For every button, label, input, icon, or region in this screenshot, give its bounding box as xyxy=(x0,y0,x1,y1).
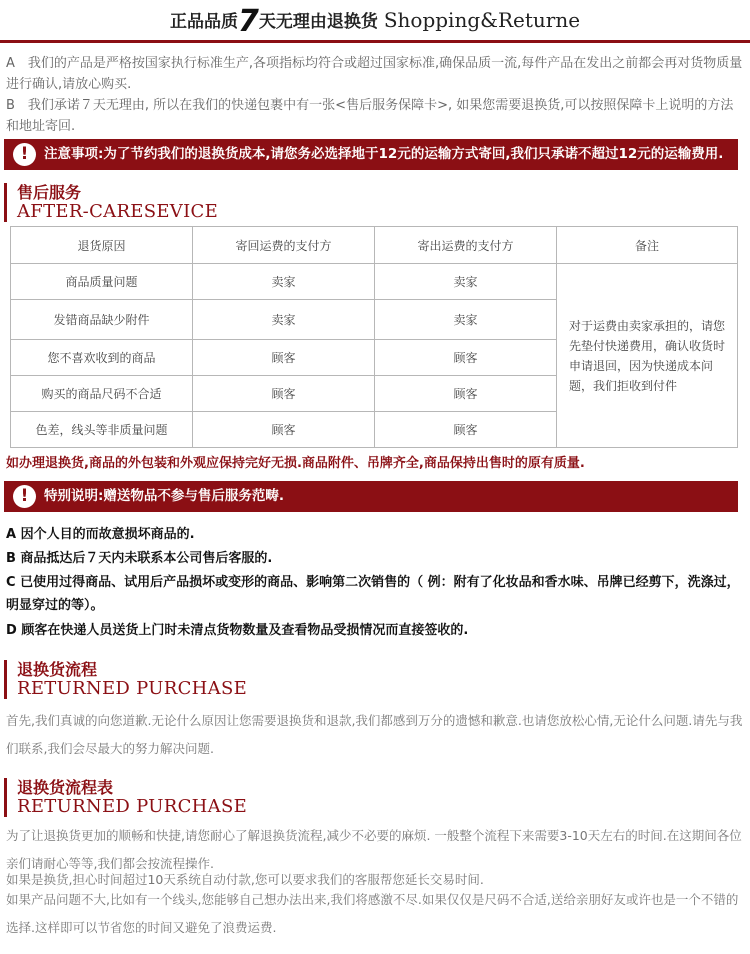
returned-title-cn-2: 退换货流程表 xyxy=(17,778,114,797)
returned-text-1: 首先,我们真诚的向您道歉.无论什么原因让您需要退换货和退款,我们都感到万分的遗憾和歉意.也请您放松心情,无论什么问题.请先与我们联系,我们会尽最大的努力解决问题. xyxy=(6,713,743,756)
notice-text: 注意事项:为了节约我们的退换货成本,请您务必选择地于12元的运输方式寄回,我们只承诺不超过12元的运输费用. xyxy=(44,146,724,162)
condition-text: 如办理退换货,商品的外包装和外观应保持完好无损.商品附件、吊牌齐全,商品保持出售时的原有质量. xyxy=(6,456,585,471)
intro-b: B 我们承诺７天无理由, 所以在我们的快递包裹中有一张<售后服务保障卡>, 如果您需要退换货,可以按照保障卡上说明的方法和地址寄回. xyxy=(6,98,734,134)
table-header-cell: 备注 xyxy=(557,227,738,264)
table-cell-send-fee: 顾客 xyxy=(375,412,557,448)
header-title-en: Shopping&Returne xyxy=(383,8,581,32)
header-seven: 7 xyxy=(237,4,259,39)
table-cell-send-fee: 卖家 xyxy=(375,300,557,340)
returned-text-2b: 如果是换货,担心时间超过10天系统自动付款,您可以要求我们的客服帮您延长交易时间. xyxy=(6,872,484,887)
table-cell-send-fee: 卖家 xyxy=(375,264,557,300)
exclusion-a: A 因个人目的而故意损坏商品的. xyxy=(6,527,195,542)
returned-title-en-2: RETURNED PURCHASE xyxy=(17,796,248,817)
table-note: 对于运费由卖家承担的，请您先垫付快递费用，确认收货时申请退回，因为快递成本问题，我们拒收到付件 xyxy=(557,264,738,448)
header-title xyxy=(0,4,750,39)
special-text: 特别说明:赠送物品不参与售后服务范畴. xyxy=(44,488,285,504)
table-cell-reason: 您不喜欢收到的商品 xyxy=(11,340,193,376)
exclamation-icon: ! xyxy=(13,143,36,166)
returned-text-2c: 如果产品问题不大,比如有一个线头,您能够自己想办法出来,我们将感激不尽.如果仅仅是尺码不合适,送给亲朋好友或许也是一个不错的选择.这样即可以节省您的时间又避免了浪费运费. xyxy=(6,892,739,935)
table-header-cell: 寄出运费的支付方 xyxy=(375,227,557,264)
table-cell-send-fee: 顾客 xyxy=(375,340,557,376)
table-cell-reason: 购买的商品尺码不合适 xyxy=(11,376,193,412)
intro-a: A 我们的产品是严格按国家执行标准生产,各项指标均符合或超过国家标准,确保品质一流,每件产品在发出之前都会再对货物质量进行确认,请放心购买. xyxy=(6,56,743,92)
returned-heading-2 xyxy=(4,778,247,817)
after-care-title-en: AFTER-CARESEVICE xyxy=(17,201,219,222)
table-cell-return-fee: 卖家 xyxy=(193,300,375,340)
table-cell-return-fee: 顾客 xyxy=(193,376,375,412)
table-cell-reason: 商品质量问题 xyxy=(11,264,193,300)
header-title-cn-1: 正品品质 xyxy=(169,12,238,32)
returned-text-2a: 为了让退换货更加的顺畅和快捷,请您耐心了解退换货流程,减少不必要的麻烦. 一般整个流程下来需要3-10天左右的时间.在这期间各位亲们请耐心等等,我们都会按流程操作. xyxy=(6,828,742,871)
returned-title-cn-1: 退换货流程 xyxy=(17,660,98,679)
table-cell-return-fee: 顾客 xyxy=(193,412,375,448)
exclamation-icon: ! xyxy=(13,485,36,508)
table-cell-return-fee: 顾客 xyxy=(193,340,375,376)
table-header-cell: 退货原因 xyxy=(11,227,193,264)
notice-bar xyxy=(4,139,738,170)
table-cell-return-fee: 卖家 xyxy=(193,264,375,300)
table-cell-reason: 色差，线头等非质量问题 xyxy=(11,412,193,448)
table-cell-reason: 发错商品缺少附件 xyxy=(11,300,193,340)
after-care-table xyxy=(10,226,738,448)
returned-heading-1 xyxy=(4,660,247,699)
after-care-title-cn: 售后服务 xyxy=(17,183,82,202)
table-cell-send-fee: 顾客 xyxy=(375,376,557,412)
after-care-heading xyxy=(4,183,218,222)
table-row xyxy=(11,264,738,300)
special-bar xyxy=(4,481,738,512)
header-title-cn-2: 天无理由退换货 xyxy=(258,12,378,32)
table-header-cell: 寄回运费的支付方 xyxy=(193,227,375,264)
exclusion-c: C 已使用过得商品、试用后产品损坏或变形的商品、影响第二次销售的（ 例：附有了化妆品和香水味、吊牌已经剪下，洗涤过，明显穿过的等）。 xyxy=(6,575,740,613)
exclusion-b: B 商品抵达后７天内未联系本公司售后客服的. xyxy=(6,551,273,566)
returned-title-en-1: RETURNED PURCHASE xyxy=(17,678,248,699)
table-header-row xyxy=(11,227,738,264)
exclusion-d: D 顾客在快递人员送货上门时未清点货物数量及查看物品受损情况而直接签收的. xyxy=(6,623,469,638)
